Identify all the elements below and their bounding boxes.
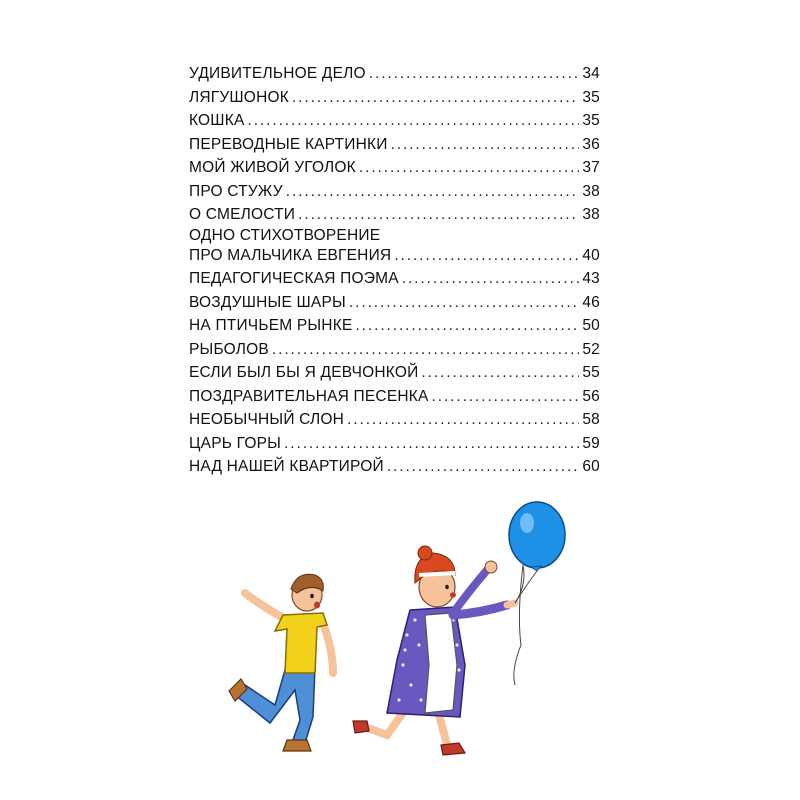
toc-entry-title: ВОЗДУШНЫЕ ШАРЫ	[189, 293, 346, 311]
toc-entry-title: МОЙ ЖИВОЙ УГОЛОК	[189, 159, 356, 176]
toc-entry-title: О СМЕЛОСТИ	[189, 206, 296, 223]
toc-entry-title: ПЕДАГОГИЧЕСКАЯ ПОЭМА	[189, 270, 399, 287]
toc-entry-title: ПРО СТУЖУ	[189, 182, 283, 200]
toc-entry-page: 34	[582, 65, 600, 82]
running-boy-icon	[229, 574, 333, 751]
toc-entry	[189, 361, 600, 385]
illustration	[215, 495, 585, 775]
toc-entry	[189, 455, 600, 479]
dot-leader	[359, 156, 579, 180]
toc-entry-title: ЛЯГУШОНОК	[189, 88, 289, 106]
toc-entry-title: ПЕРЕВОДНЫЕ КАРТИНКИ	[189, 135, 388, 153]
dot-leader	[349, 291, 579, 315]
toc-entry-page: 40	[582, 246, 600, 264]
dot-leader	[432, 385, 579, 409]
dot-leader	[284, 432, 579, 456]
toc-entry-page: 59	[582, 434, 600, 452]
toc-entry	[189, 267, 600, 291]
toc-entry-page: 52	[582, 340, 600, 358]
dot-leader	[355, 314, 579, 338]
blue-balloon-icon	[509, 502, 565, 685]
toc-entry-title: УДИВИТЕЛЬНОЕ ДЕЛО	[189, 65, 366, 82]
dot-leader	[286, 180, 579, 204]
toc-entry	[189, 227, 600, 268]
toc-entry-page: 38	[582, 206, 600, 223]
dot-leader	[292, 86, 579, 110]
toc-entry-page: 56	[582, 387, 600, 405]
toc-entry-page: 55	[582, 364, 600, 381]
toc-entry	[189, 314, 600, 338]
dot-leader	[272, 338, 579, 362]
toc-entry-title: РЫБОЛОВ	[189, 340, 269, 358]
dot-leader	[421, 361, 579, 385]
toc-entry-title-line2: ПРО МАЛЬЧИКА ЕВГЕНИЯ	[189, 246, 392, 264]
dot-leader	[369, 62, 579, 86]
toc-entry	[189, 432, 600, 456]
toc-entry	[189, 180, 600, 204]
toc-entry	[189, 156, 600, 180]
toc-entry-title: НА ПТИЧЬЕМ РЫНКЕ	[189, 317, 353, 334]
toc-entry	[189, 338, 600, 362]
dot-leader	[391, 133, 579, 157]
toc-entry-title: ПОЗДРАВИТЕЛЬНАЯ ПЕСЕНКА	[189, 387, 429, 405]
dot-leader	[248, 109, 580, 133]
toc-entry-page: 38	[582, 182, 600, 200]
toc-entry-title: НАД НАШЕЙ КВАРТИРОЙ	[189, 458, 384, 475]
toc-entry	[189, 133, 600, 157]
toc-entry-page: 43	[582, 270, 600, 287]
toc-entry-page: 58	[582, 411, 600, 428]
toc-entry	[189, 408, 600, 432]
toc-entry	[189, 86, 600, 110]
toc-entry-title: КОШКА	[189, 112, 245, 129]
toc-entry-title: НЕОБЫЧНЫЙ СЛОН	[189, 411, 345, 428]
toc-entry-page: 46	[582, 293, 600, 311]
toc-entry-title-line1: ОДНО СТИХОТВОРЕНИЕ	[189, 226, 381, 244]
toc-entry	[189, 385, 600, 409]
toc-entry-page: 50	[582, 317, 600, 334]
table-of-contents	[189, 62, 600, 479]
toc-entry-page: 35	[582, 88, 600, 106]
dot-leader	[394, 244, 579, 268]
toc-entry-page: 60	[582, 458, 600, 475]
toc-entry-page: 35	[582, 112, 600, 129]
running-woman-icon	[353, 546, 515, 755]
dot-leader	[347, 408, 579, 432]
dot-leader	[298, 203, 579, 227]
dot-leader	[402, 267, 579, 291]
toc-entry-title: ЦАРЬ ГОРЫ	[189, 434, 282, 452]
dot-leader	[387, 455, 579, 479]
toc-entry	[189, 62, 600, 86]
toc-entry-page: 37	[582, 159, 600, 176]
toc-entry-page: 36	[582, 135, 600, 153]
toc-entry	[189, 203, 600, 227]
toc-entry	[189, 109, 600, 133]
toc-entry-title: ЕСЛИ БЫЛ БЫ Я ДЕВЧОНКОЙ	[189, 364, 419, 381]
toc-entry	[189, 291, 600, 315]
